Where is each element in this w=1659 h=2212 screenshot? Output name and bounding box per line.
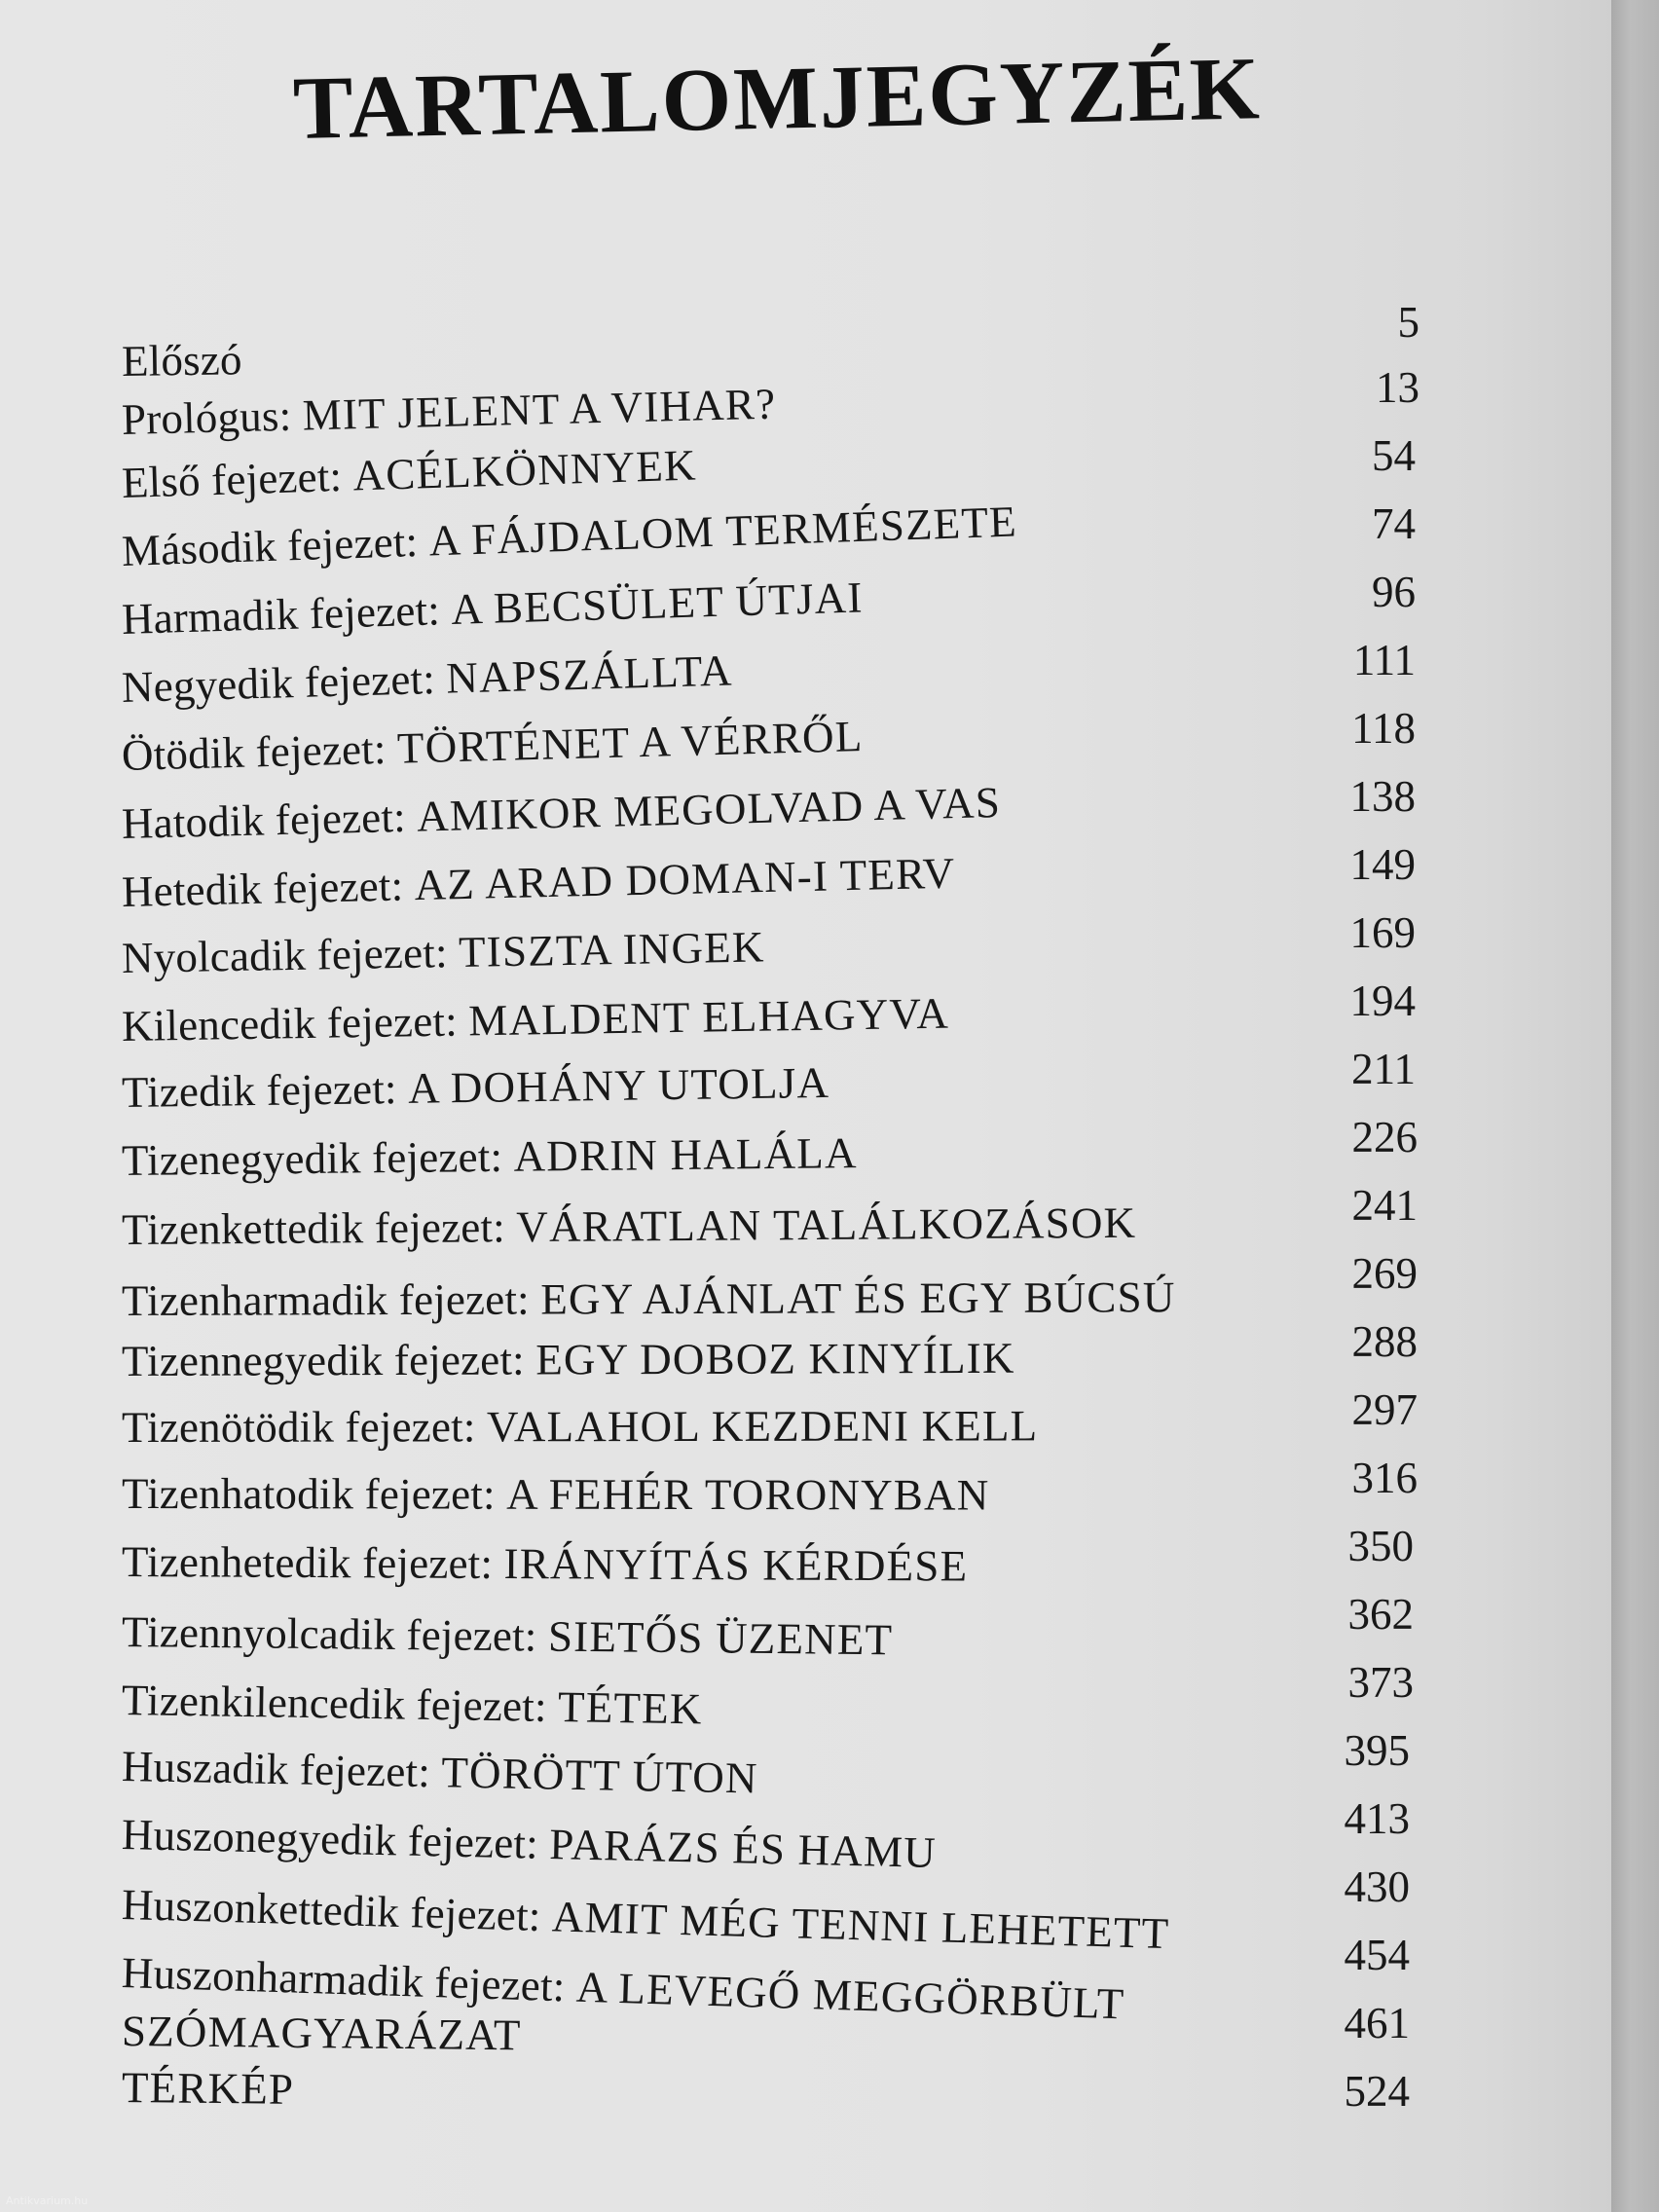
toc-page-number: 54 [1372, 431, 1416, 480]
page-title: TARTALOMJEGYZÉK [292, 38, 1263, 158]
toc-entry-title: TÉRKÉP [121, 2063, 295, 2114]
toc-entry-prefix: Tizennyolcadik fejezet: [121, 1607, 549, 1661]
toc-page-number: 138 [1349, 772, 1416, 821]
toc-page-number: 350 [1347, 1522, 1414, 1570]
toc-entry-title: VÁRATLAN TALÁLKOZÁSOK [516, 1198, 1137, 1252]
toc-page-number: 269 [1351, 1249, 1418, 1298]
toc-entry [122, 1536, 968, 1592]
toc-page-number: 194 [1349, 977, 1416, 1025]
toc-entry [121, 379, 776, 445]
toc-entry-prefix: Huszonkettedik fejezet: [121, 1880, 553, 1941]
toc-page-number: 13 [1376, 363, 1419, 412]
toc-entry-title: AZ ARAD DOMAN-I TERV [414, 848, 956, 910]
toc-entry [122, 1741, 759, 1804]
page-edge [1611, 0, 1659, 2212]
toc-entry-title: ACÉLKÖNNYEK [351, 440, 698, 500]
toc-entry-prefix: Tizennegyedik fejezet: [121, 1335, 536, 1385]
toc-entry-title: SIETŐS ÜZENET [547, 1611, 894, 1665]
toc-entry [122, 1468, 990, 1521]
toc-page-number: 111 [1352, 636, 1416, 684]
toc-page-number: 430 [1344, 1862, 1410, 1911]
toc-entry-title: SZÓMAGYARÁZAT [121, 2007, 522, 2060]
toc-entry-title: AMIT MÉG TENNI LEHETETT [551, 1892, 1170, 1959]
toc-entry-prefix: Harmadik fejezet: [121, 584, 453, 644]
toc-page-number: 288 [1351, 1317, 1418, 1366]
toc-page-number: 316 [1351, 1454, 1418, 1502]
toc-entry [121, 848, 956, 917]
toc-entry [121, 711, 864, 781]
toc-entry-title: AMIKOR MEGOLVAD A VAS [416, 777, 1002, 841]
toc-entry-title: ADRIN HALÁLA [513, 1128, 858, 1181]
toc-entry-title: MIT JELENT A VIHAR? [302, 379, 777, 440]
toc-page-number: 149 [1349, 840, 1416, 889]
toc-entry [122, 1400, 1038, 1453]
toc-page-number: 524 [1344, 2067, 1410, 2116]
toc-page-number: 454 [1344, 1931, 1410, 1979]
toc-page-number: 241 [1351, 1181, 1418, 1230]
toc-entry-title: A FEHÉR TORONYBAN [506, 1469, 990, 1520]
toc-entry-prefix: Tizenharmadik fejezet: [121, 1274, 541, 1325]
toc-entry [121, 777, 1001, 849]
toc-entry-prefix: Huszonharmadik fejezet: [121, 1948, 577, 2011]
toc-entry [122, 334, 242, 387]
toc-entry-title: VALAHOL KEZDENI KELL [486, 1401, 1039, 1452]
toc-entry-prefix: Nyolcadik fejezet: [121, 927, 460, 982]
toc-entry-prefix: Ötödik fejezet: [121, 723, 398, 780]
toc-page-number: 297 [1351, 1385, 1418, 1434]
toc-entry-prefix: Negyedik fejezet: [121, 653, 448, 712]
toc-page-number: 395 [1344, 1726, 1410, 1775]
toc-page-number: 74 [1372, 499, 1416, 548]
toc-entry-title: TÖRÖTT ÚTON [440, 1748, 759, 1803]
toc-entry-title: MALDENT ELHAGYVA [467, 988, 950, 1046]
toc-entry [122, 1333, 1015, 1386]
toc-entry [122, 1057, 830, 1118]
toc-entry [121, 1879, 1170, 1959]
toc-entry-title: TISZTA INGEK [458, 922, 765, 977]
toc-page-number: 96 [1372, 568, 1416, 616]
toc-entry-prefix: Tizenhatodik fejezet: [121, 1469, 507, 1519]
toc-entry-title: A FÁJDALOM TERMÉSZETE [427, 497, 1018, 566]
toc-entry-prefix: Huszadik fejezet: [121, 1742, 442, 1797]
toc-entry [121, 1809, 937, 1878]
toc-entry [122, 1198, 1137, 1255]
toc-entry-prefix: Tizenhetedik fejezet: [121, 1537, 504, 1589]
toc-entry [121, 571, 864, 645]
toc-entry [122, 921, 765, 983]
toc-entry-title: IRÁNYÍTÁS KÉRDÉSE [503, 1539, 969, 1591]
toc-entry [121, 645, 733, 713]
toc-entry [122, 988, 950, 1051]
toc-entry-title: A BECSÜLET ÚTJAI [450, 572, 865, 634]
toc-entry [121, 497, 1017, 576]
toc-entry-prefix: Hetedik fejezet: [121, 861, 416, 916]
toc-entry [122, 1675, 703, 1734]
toc-page-number: 226 [1351, 1113, 1418, 1161]
toc-entry [121, 439, 697, 508]
toc-entry-title: EGY AJÁNLAT ÉS EGY BÚCSÚ [540, 1272, 1176, 1324]
toc-page-number: 461 [1344, 1999, 1410, 2047]
toc-entry-prefix: Tizenkettedik fejezet: [121, 1202, 517, 1254]
toc-entry-title: TÖRTÉNET A VÉRRŐL [396, 712, 865, 773]
toc-entry-title: A LEVEGŐ MEGGÖRBÜLT [575, 1962, 1126, 2029]
toc-entry-title: PARÁZS ÉS HAMU [548, 1819, 938, 1877]
toc-entry-prefix: Kilencedik fejezet: [121, 996, 469, 1051]
toc-entry-prefix: Huszonegyedik fejezet: [121, 1810, 550, 1868]
toc-page-number: 413 [1344, 1794, 1410, 1843]
toc-entry-prefix: Tizedik fejezet: [121, 1063, 409, 1117]
watermark: Antikvarium.hu [6, 2194, 89, 2207]
toc-entry-title: NAPSZÁLLTA [445, 645, 734, 703]
toc-entry-title: TÉTEK [557, 1682, 703, 1734]
toc-entry-title: EGY DOBOZ KINYÍLIK [535, 1333, 1015, 1384]
toc-entry-prefix: Tizenegyedik fejezet: [121, 1131, 514, 1185]
toc-page-number: 373 [1347, 1658, 1414, 1707]
toc-entry-prefix: Második fejezet: [121, 516, 430, 575]
toc-entry-prefix: Hatodik fejezet: [121, 792, 418, 848]
toc-entry [122, 1606, 894, 1665]
toc-page-number: 362 [1347, 1590, 1414, 1639]
toc-entry-prefix: Tizenötödik fejezet: [121, 1402, 487, 1452]
toc-page-number: 211 [1351, 1045, 1416, 1093]
toc-page-number: 5 [1397, 298, 1419, 347]
toc-entry [122, 2062, 295, 2115]
toc-entry [122, 1272, 1176, 1326]
toc-entry-prefix: Tizenkilencedik fejezet: [121, 1676, 559, 1732]
toc-entry [122, 1127, 858, 1186]
toc-entry-prefix: Prológus: [121, 390, 304, 444]
toc-entry [122, 2006, 522, 2060]
toc-entry-title: A DOHÁNY UTOLJA [407, 1057, 830, 1113]
toc-page-number: 118 [1351, 704, 1416, 753]
toc-entry-prefix: Előszó [121, 335, 243, 386]
toc-page-number: 169 [1349, 908, 1416, 957]
toc-entry-prefix: Első fejezet: [121, 451, 354, 507]
